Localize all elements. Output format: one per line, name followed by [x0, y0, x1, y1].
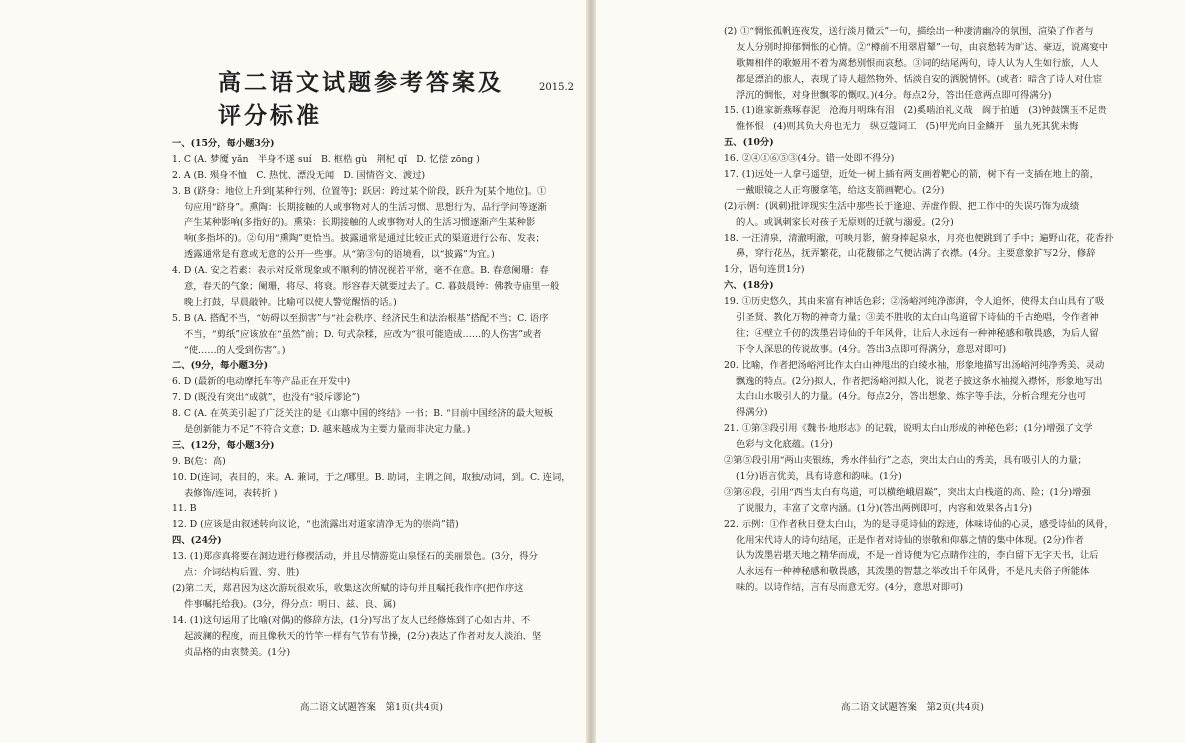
- text-line: 21. ①第③段引用《魏书·地形志》的记载，说明太白山形成的神秘色彩；(1分)增强了文学: [724, 423, 1093, 435]
- text-line: 化用宋代诗人的诗句结尾，正是作者对诗仙的崇敬和仰慕之情的集中体现。(2分)作者: [736, 534, 1084, 546]
- text-line: 认为泼墨岩堪天地之精华而成，不是一首诗便为它点睛作注的，李白留下无字天书，让后: [736, 550, 1099, 562]
- answer-page-1: [0, 0, 586, 743]
- text-line: 鼻，穿行花丛，抚弄繁花，山花馥郁之气便沾满了衣襟。(4分。主要意象扩写2分，修辞: [736, 248, 1096, 260]
- text-line: 色彩与文化底蕴。(1分): [736, 439, 833, 451]
- text-line: 贞品格的由衷赞美。(1分): [184, 646, 291, 658]
- page-1-footer: 高二语文试题答案 第1页(共4页): [300, 702, 444, 713]
- text-line: 7. D (既没有突出“成就”，也没有“驳斥谬论”): [172, 392, 360, 404]
- text-line: 15. (1)谁家新燕啄春泥 沧海月明珠有泪 (2)奚啮泊礼义哉 阆于拍遁 (3)钟鼓馔玉不足贵: [724, 105, 1107, 117]
- book-spine-divider: [586, 0, 596, 743]
- text-line: 惟怀恨 (4)则其负大舟也无力 纵豆蔻词工 (5)甲光向日金鳞开 虽九死其犹未悔: [736, 121, 1079, 133]
- text-line: 了说服力，丰富了文章内涵。(1分)(答出两例即可，内容和效果各占1分): [736, 502, 1032, 514]
- text-line: 往；④壁立千仞的泼墨岩诗仙的千年风骨，让后人永远有一种神秘感和敬畏感，为后人留: [736, 327, 1099, 339]
- text-line: 晚上打鼓，早晨敲钟。比喻可以使人警觉醒悟的话。): [184, 296, 397, 308]
- text-line: 2. A (B. 殒身不恤 C. 热忱、漂没无闻 D. 国情咨文、渡过): [172, 169, 426, 181]
- text-line: 句应用“跻身”。熏陶：长期接触的人或事物对人的生活习惯、思想行为、品行学问等逐渐: [184, 201, 547, 213]
- text-line: 件事嘱托给我)。(3分，得分点：明日、兹、良、属): [184, 598, 397, 610]
- text-line: 浮沉的惆怅，对身世飘零的慨叹。)(4分。每点2分，答出任意两点即可得满分): [736, 89, 1052, 101]
- text-line: 17. (1)远处一人拿弓遥望，近处一树上插有两支画着靶心的箭，树下有一支插在地上的箭，: [724, 169, 1099, 181]
- text-line: 六、(18分): [724, 280, 774, 292]
- page-1-body: [172, 136, 574, 660]
- text-line: 一戴眼镜之人正弯腰拿笔，给这支箭画靶心。(2分): [736, 184, 945, 196]
- text-line: 20. 比喻，作者把汤峪河比作太白山神甩出的白绫水袖，形象地描写出汤峪河纯净秀美、灵动: [724, 359, 1105, 371]
- text-line: 下令人深思的传说故事。(4分。答出3点即可得满分，意思对即可): [736, 343, 1007, 355]
- text-line: ②第⑤段引用“两山夹银练，秀水伴仙行”之态，突出太白山的秀美，具有吸引人的力量；: [724, 455, 1087, 467]
- text-line: 3. B (跻身：地位上升到[某种行列、位置等]；跃居：跨过某个阶段，跃升为[某个地位]。①: [172, 185, 547, 197]
- text-line: 飘逸的特点。(2分)拟人，作者把汤峪河拟人化，说老子披这条水袖搅入襟怀，形象地写出: [736, 375, 1103, 387]
- text-line: 太白山水吸引人的力量。(4分。每点2分，答出想象、炼字等手法，分析合理充分也可: [736, 391, 1087, 403]
- text-line: 引圣贤、教化万物的神奇力量；③美不胜收的太白山鸟道留下诗仙的千古绝唱，令作者神: [736, 312, 1099, 324]
- text-line: 12. D (应该是由叙述转向议论，“也流露出对道家清净无为的崇尚”错): [172, 519, 459, 531]
- text-line: 10. D(连词，表目的，来。A. 兼词，于之/哪里。B. 助词，主谓之间，取独/动词，到。C. 连词，: [172, 471, 571, 483]
- text-line: 表修饰/连词，表转折 ): [184, 487, 278, 499]
- document-title: 高二语文试题参考答案及评分标准: [218, 69, 504, 129]
- text-line: 点：介词结构后置、穷、胜): [184, 567, 300, 579]
- text-line: 味的。以诗作结，言有尽而意无穷。(4分，意思对即可): [736, 582, 963, 594]
- text-line: 得满分): [736, 407, 768, 419]
- text-line: 的人。或讽刺家长对孩子无原则的迁就与溺爱。(2分): [736, 216, 954, 228]
- text-line: 16. ②④①⑥⑤③(4分。错一处即不得分): [724, 153, 895, 165]
- text-line: 意，春天的气象；阑珊，将尽、将衰。形容春天就要过去了。C. 暮鼓晨钟：佛教寺庙里一般: [184, 281, 560, 293]
- text-line: 6. D (最新的电动摩托车等产品正在开发中): [172, 376, 351, 388]
- text-line: 三、(12分，每小题3分): [172, 439, 275, 451]
- text-line: ③第⑥段，引用“西当太白有鸟道，可以横绝峨眉巅”，突出太白栈道的高、险；(1分)增强: [724, 486, 1091, 498]
- text-line: 五、(10分): [724, 137, 774, 149]
- text-line: 1分，语句连贯1分): [724, 264, 805, 276]
- text-line: (2)第二天，郑君因为这次游玩很欢乐，收集这次所赋的诗句并且嘱托我作序(把作序这: [172, 582, 524, 594]
- text-line: 22. 示例：①作者秋日登太白山，为的是寻觅诗仙的踪迹，体味诗仙的心灵，感受诗仙的风骨，: [724, 518, 1114, 530]
- text-line: (1分)语言优美，具有诗意和韵味。(1分): [736, 470, 902, 482]
- text-line: 11. B: [172, 503, 197, 515]
- text-line: 起波澜的程度，而且像秋天的竹竿一样有气节有节操，(2分)表达了作者对友人淡泊、坚: [184, 630, 542, 642]
- text-line: 5. B (A. 搭配不当，“妨碍以至损害”与“社会秩序、经济民生和法治根基”搭配不当；C. 语序: [172, 312, 549, 324]
- text-line: 14. (1)这句运用了比喻(对偶)的修辞方法，(1分)写出了友人已经修炼到了心如古井、不: [172, 614, 531, 626]
- document-date: 2015.2: [539, 82, 574, 93]
- text-line: 二、(9分，每小题3分): [172, 360, 269, 372]
- text-line: 一、(15分，每小题3分): [172, 138, 275, 149]
- text-line: 是创新能力不足”不符合文意；D. 越来越成为主要力量而非决定力量。): [184, 424, 471, 436]
- text-line: 都是漂泊的旅人，表现了诗人超然物外、恬淡自安的洒脱情怀。(或者：暗含了诗人对仕宦: [736, 73, 1103, 85]
- text-line: (2) ①“惆怅孤帆连夜发，送行淡月微云”一句，描绘出一种凄清幽冷的氛围，渲染了作者与: [724, 26, 1094, 37]
- text-line: 19. ①历史悠久，其由来富有神话色彩；②汤峪河纯净澎湃，令人追怀，使得太白山具有了吸: [724, 296, 1105, 308]
- title-row: [218, 64, 574, 130]
- text-line: 歌舞相伴的歌姬用不着为离愁别恨而哀愁。③词的结尾两句，诗人认为人生如行旅，人人: [736, 57, 1099, 69]
- text-line: 13. (1)郑彦真将要在洞边进行修禊活动，并且尽情游览山泉怪石的美丽景色。(3分，得分: [172, 551, 538, 563]
- text-line: 8. C (A. 在英美引起了广泛关注的是《山寨中国的终结》一书；B. “目前中国经济的最大短板: [172, 408, 554, 420]
- text-line: 4. D (A. 安之若素：表示对反常现象或不顺利的情况视若平常，毫不在意。B. 春意阑珊：春: [172, 265, 549, 277]
- text-line: 透露通常是有意或无意的公开一些事。从“第③句的语境看，以“披露”为宜。): [184, 249, 495, 261]
- text-line: 人永远有一种神秘感和敬畏感，其泼墨的智慧之举改出千年风骨，不是凡夫俗子所能体: [736, 566, 1090, 578]
- text-line: 响(多指坏的)。②句用“熏陶”更恰当。披露通常是通过比较正式的渠道进行公布、发表；: [184, 233, 545, 245]
- text-line: 9. B(危：高): [172, 455, 226, 467]
- text-line: 不当，“剪纸”应该放在“虽然”前；D. 句式杂糅，应改为“很可能造成……的人伤害”或者: [184, 328, 542, 340]
- text-line: “使……的人受到伤害”。): [184, 344, 286, 356]
- text-line: 18. 一汪清泉，清澈明澈，可映月影，俯身捧起泉水，月亮也便跳到了手中；遍野山花，花香扑: [724, 232, 1114, 244]
- answer-page-2: [596, 0, 1185, 743]
- text-line: 1. C (A. 梦魇 yǎn 半身不遂 suí B. 框梏 gù 荆杞 qǐ D. 忆偿 zōng ): [172, 153, 480, 165]
- text-line: 产生某种影响(多指好的)。熏染：长期接触的人或事物对人的生活习惯逐渐产生某种影: [184, 217, 536, 229]
- page-2-footer: 高二语文试题答案 第2页(共4页): [841, 702, 985, 713]
- text-line: (2)示例：(讽刺)批评现实生活中那些长于逢迎、弄虚作假、把工作中的失误巧饰为成绩: [724, 200, 1080, 212]
- page-2-body: [724, 24, 1173, 596]
- text-line: 四、(24分): [172, 535, 222, 547]
- text-line: 友人分别时抑郁惆怅的心情。②“樽前不用翠眉颦”一句，由哀愁转为旷达、豪迈，说离宴中: [736, 41, 1109, 53]
